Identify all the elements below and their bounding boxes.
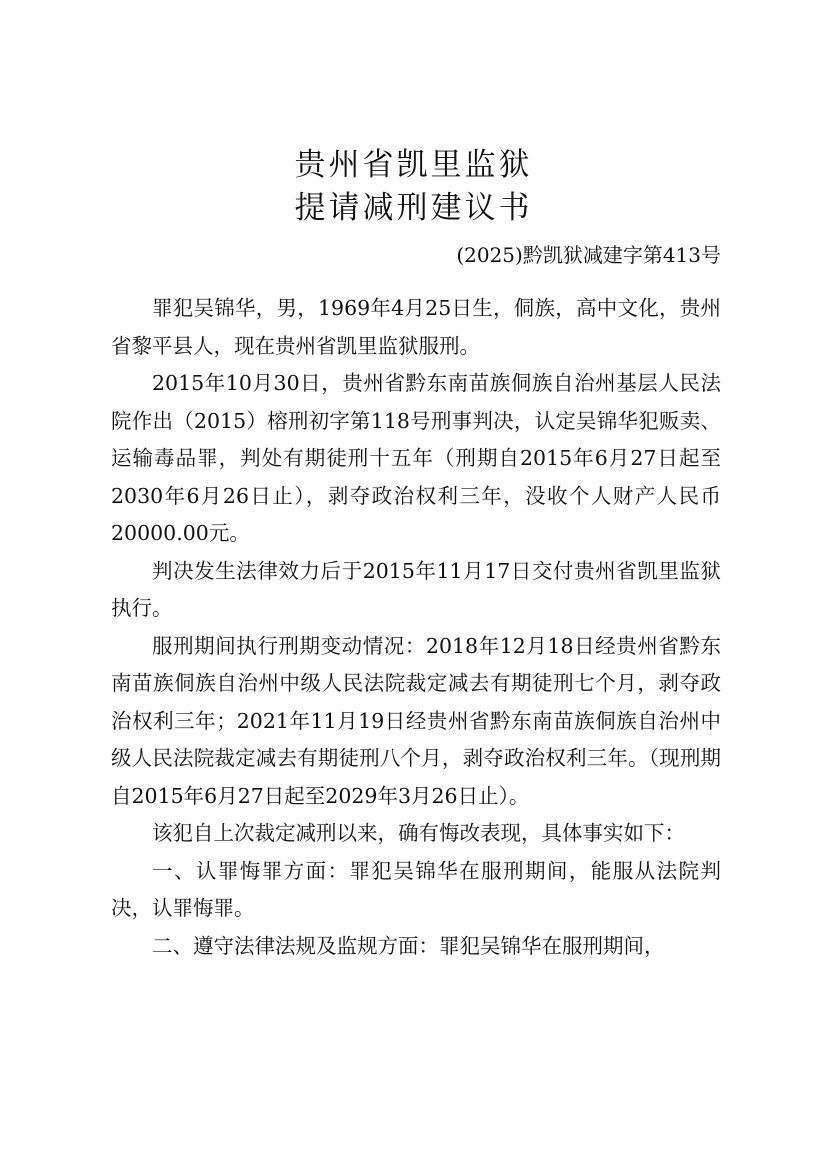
paragraph-execution: 判决发生法律效力后于2015年11月17日交付贵州省凯里监狱执行。 — [111, 558, 721, 620]
paragraph-confession: 一、认罪悔罪方面：罪犯吴锦华在服刑期间，能服从法院判决，认罪悔罪。 — [111, 858, 721, 920]
document-number: (2025)黔凯狱减建字第413号 — [456, 243, 721, 267]
document-title-line2: 提请减刑建议书 — [294, 190, 533, 226]
document-title-line1: 贵州省凯里监狱 — [294, 147, 533, 183]
paragraph-law-compliance: 二、遵守法律法规及监规方面：罪犯吴锦华在服刑期间， — [152, 933, 665, 958]
paragraph-repentance-intro: 该犯自上次裁定减刑以来，确有悔改表现，具体事实如下： — [152, 821, 685, 845]
paragraph-judgment: 2015年10月30日，贵州省黔东南苗族侗族自治州基层人民法院作出（2015）榕刑初字第118号刑事判决，认定吴锦华犯贩卖、运输毒品罪，判处有期徒刑十五年（刑期自2015年6月27日起至2030年6月26日止），剥夺政治权利三年，没收个人财产人民币20000.00元。 — [111, 371, 721, 545]
document-body — [111, 290, 721, 965]
paragraph-inmate-info: 罪犯吴锦华，男，1969年4月25日生，侗族，高中文化，贵州省黎平县人，现在贵州省凯里监狱服刑。 — [111, 296, 721, 358]
paragraph-sentence-changes: 服刑期间执行刑期变动情况：2018年12月18日经贵州省黔东南苗族侗族自治州中级人民法院裁定减去有期徒刑七个月，剥夺政治权利三年；2021年11月19日经贵州省黔东南苗族侗族自治州中级人民法院裁定减去有期徒刑八个月，剥夺政治权利三年。（现刑期自2015年6月27日起至2029年3月26日止）。 — [111, 633, 721, 808]
